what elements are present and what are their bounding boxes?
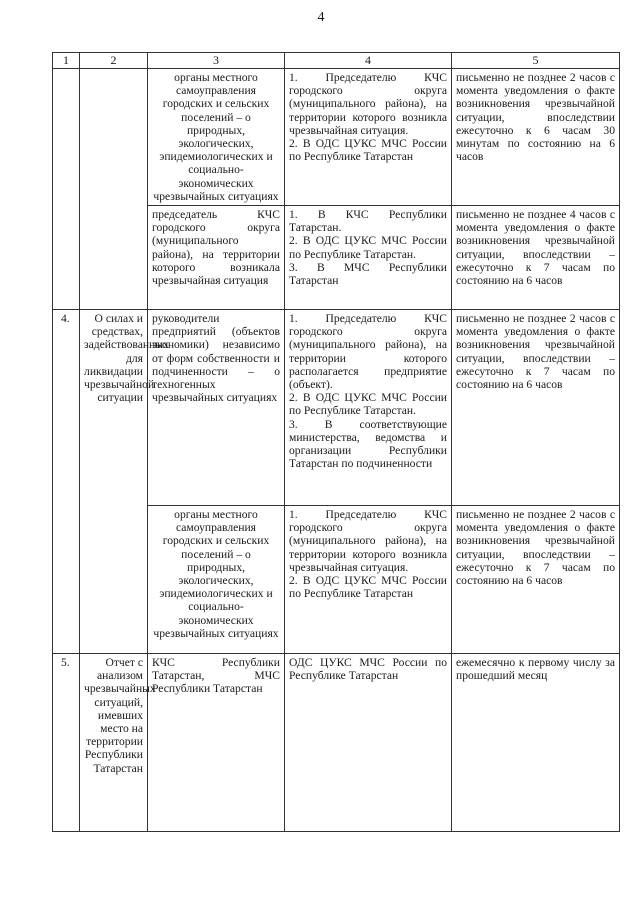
reporter-cell: КЧС Республики Татарстан, МЧС Республики Татарстан <box>148 654 285 832</box>
reporter-cell: органы местного самоуправления городских и сельских поселений – о природных, экологических, эпидемиологических и социально-экономических чрезвычайных ситуациях <box>148 69 285 206</box>
deadline-cell: письменно не позднее 2 часов с момента уведомления о факте возникновения чрезвычайной ситуации, впоследствии – ежесуточно к 7 часам по состоянию на 6 часов <box>452 506 620 654</box>
recipient-cell: 1. Председателю КЧС городского округа (муниципального района), на территории которого возникла чрезвычайная ситуация. 2. В ОДС ЦУКС МЧС России по Республике Татарстан <box>285 69 452 206</box>
header-cell-3: 3 <box>148 53 285 69</box>
recipient-cell: 1. Председателю КЧС городского округа (муниципального района), на территории которого располагается предприятие (объект). 2. В ОДС ЦУКС МЧС России по Республике Татарстан. 3. В соответствующие министерства, ведомства и организации Республики Татарстан по подчиненности <box>285 310 452 506</box>
item-subject-cell: Отчет с анализом чрезвычайных ситуаций, имевших место на территории Республики Татарстан <box>80 654 148 832</box>
item-subject-cell <box>80 69 148 310</box>
recipient-cell: 1. В КЧС Республики Татарстан. 2. В ОДС ЦУКС МЧС России по Республике Татарстан. 3. В МЧС Республики Татарстан <box>285 206 452 310</box>
item-number-cell <box>53 69 80 310</box>
table-row <box>53 654 620 832</box>
page-number: 4 <box>317 10 325 25</box>
report-table <box>52 52 620 832</box>
item-number-cell: 5. <box>53 654 80 832</box>
deadline-cell: письменно не позднее 2 часов с момента уведомления о факте возникновения чрезвычайной ситуации, впоследствии – ежесуточно к 7 часам по состоянию на 6 часов <box>452 310 620 506</box>
reporter-cell: руководители предприятий (объектов экономики) независимо от форм собственности и подчиненности – о техногенных чрезвычайных ситуациях <box>148 310 285 506</box>
header-cell-4: 4 <box>285 53 452 69</box>
table-row <box>53 69 620 206</box>
deadline-cell: письменно не позднее 2 часов с момента уведомления о факте возникновения чрезвычайной ситуации, впоследствии ежесуточно к 6 часам 30 минутам по состоянию на 6 часов <box>452 69 620 206</box>
header-cell-5: 5 <box>452 53 620 69</box>
header-cell-1: 1 <box>53 53 80 69</box>
deadline-cell: ежемесячно к первому числу за прошедший месяц <box>452 654 620 832</box>
item-number-cell: 4. <box>53 310 80 654</box>
table-header-row <box>53 53 620 69</box>
reporter-cell: органы местного самоуправления городских и сельских поселений – о природных, экологических, эпидемиологических и социально-экономических чрезвычайных ситуациях <box>148 506 285 654</box>
deadline-cell: письменно не позднее 4 часов с момента уведомления о факте возникновения чрезвычайной ситуации, впоследствии – ежесуточно к 7 часам по состоянию на 6 часов <box>452 206 620 310</box>
table-row <box>53 310 620 506</box>
header-cell-2: 2 <box>80 53 148 69</box>
reporter-cell: председатель КЧС городского округа (муниципального района), на территории которого возникала чрезвычайная ситуация <box>148 206 285 310</box>
recipient-cell: ОДС ЦУКС МЧС России по Республике Татарстан <box>285 654 452 832</box>
recipient-cell: 1. Председателю КЧС городского округа (муниципального района), на территории которого возникла чрезвычайная ситуация. 2. В ОДС ЦУКС МЧС России по Республике Татарстан <box>285 506 452 654</box>
item-subject-cell: О силах и средствах, задействованных для ликвидации чрезвычайной ситуации <box>80 310 148 654</box>
